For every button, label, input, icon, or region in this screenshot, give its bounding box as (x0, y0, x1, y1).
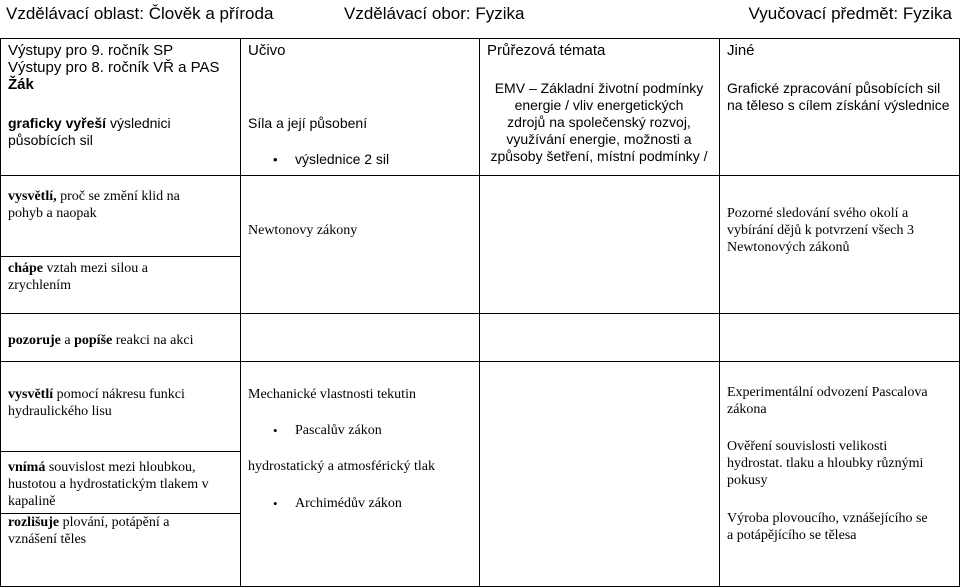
other-line: Výroba plovoucího, vznášejícího se (727, 511, 928, 526)
curriculum-pressure: hydrostatický a atmosférický tlak (248, 459, 435, 474)
outcome-hydraulic-press (8, 386, 185, 420)
educational-field: Vzdělávací obor: Fyzika (344, 4, 525, 23)
curriculum-force: Síla a její působení (248, 115, 368, 131)
outcome-verb: pozoruje (8, 333, 61, 348)
outcome-verb: rozlišuje (8, 515, 60, 530)
outcome-text: působících sil (8, 132, 93, 148)
outcome-explain-motion (8, 188, 180, 222)
other-line: a potápějícího se tělesa (727, 528, 857, 543)
row-divider (0, 175, 960, 176)
column-header-cross-topics: Průřezová témata (487, 42, 606, 59)
cross-topic-line: způsoby šetření, místní podmínky / (490, 148, 708, 164)
outcome-text: hydraulického lisu (8, 404, 112, 419)
curriculum-bullet-resultant: • výslednice 2 sil (295, 151, 389, 168)
outcome-verb: vysvětlí (8, 387, 54, 402)
other-line: na těleso s cílem získání výslednice (727, 97, 950, 113)
outcomes-sp-label: Výstupy pro 9. ročník SP (8, 42, 174, 59)
other-observation (727, 205, 914, 256)
outcome-text: vztah mezi silou a (43, 261, 148, 276)
cross-topic-line: EMV – Základní životní podmínky (494, 80, 704, 96)
other-line: pokusy (727, 473, 768, 488)
curriculum-bullet-archimedes: • Archimédův zákon (295, 495, 402, 512)
outcome-resolve-resultant (8, 115, 171, 149)
outcome-text: souvislost mezi hloubkou, (45, 460, 196, 475)
outcome-text: zrychlením (8, 278, 71, 293)
column-divider (479, 38, 480, 587)
column-divider (240, 38, 241, 587)
outcome-text: hustotou a hydrostatickým tlakem v (8, 477, 209, 492)
other-line: Experimentální odvození Pascalova (727, 385, 928, 400)
outcome-understand-acceleration (8, 260, 148, 294)
column-header-other: Jiné (727, 42, 755, 59)
other-line: Newtonových zákonů (727, 240, 850, 255)
outcome-text: reakci na akci (112, 333, 194, 348)
other-graphical (727, 80, 950, 114)
other-pascal-experiment (727, 384, 928, 418)
other-line: zákona (727, 402, 767, 417)
row-divider (0, 361, 960, 362)
outcome-text: plování, potápění a (59, 515, 170, 530)
other-line: vybírání dějů k potvrzení všech 3 (727, 223, 915, 238)
curriculum-newton-laws: Newtonovy zákony (248, 223, 358, 238)
curriculum-bullet-pascal: • Pascalův zákon (295, 422, 382, 439)
outcome-text: kapalině (8, 494, 56, 509)
column-divider (719, 38, 720, 587)
page-header (0, 0, 960, 30)
outcome-text: výslednici (106, 115, 171, 131)
curriculum-fluids: Mechanické vlastnosti tekutin (248, 387, 416, 402)
cell-divider (0, 256, 240, 257)
column-header-curriculum: Učivo (248, 42, 286, 59)
cell-divider (0, 451, 240, 452)
cross-topic-line: zdrojů na společenský rozvoj, (507, 114, 691, 130)
table-border-top (0, 38, 960, 39)
table-border-left (0, 38, 1, 587)
outcome-text: a (60, 333, 75, 348)
outcome-text: vznášení těles (8, 532, 87, 547)
educational-area: Vzdělávací oblast: Člověk a příroda (6, 4, 274, 23)
outcome-verb: vysvětlí, (8, 189, 57, 204)
other-line: Ověření souvislosti velikosti (727, 439, 888, 454)
cross-topic-line: využívání energie, možnosti a (506, 131, 692, 147)
cross-topic-emv (481, 80, 717, 165)
outcome-verb: popíše (74, 333, 113, 348)
column-header-outcomes (8, 42, 219, 93)
outcome-observe-reaction (8, 332, 193, 349)
outcomes-vr-pas-label: Výstupy pro 8. ročník VŘ a PAS (8, 59, 220, 76)
other-pressure-experiments (727, 438, 923, 489)
teaching-subject: Vyučovací předmět: Fyzika (748, 4, 952, 23)
outcome-text: proč se změní klid na (56, 189, 180, 204)
outcome-verb: vnímá (8, 460, 46, 475)
outcome-verb: chápe (8, 261, 43, 276)
cross-topic-line: energie / vliv energetických (514, 97, 684, 113)
other-line: Grafické zpracování působících sil (727, 80, 941, 96)
other-floating-body (727, 510, 928, 544)
outcome-text: pohyb a naopak (8, 206, 97, 221)
outcome-floating (8, 514, 170, 548)
student-label: Žák (8, 76, 34, 93)
row-divider (0, 313, 960, 314)
curriculum-table (0, 38, 960, 587)
other-line: Pozorné sledování svého okolí a (727, 206, 909, 221)
outcome-text: pomocí nákresu funkci (53, 387, 185, 402)
outcome-hydrostatic-pressure (8, 459, 209, 510)
outcome-verb: graficky vyřeší (8, 115, 107, 131)
other-line: hydrostat. tlaku a hloubky různými (727, 456, 924, 471)
